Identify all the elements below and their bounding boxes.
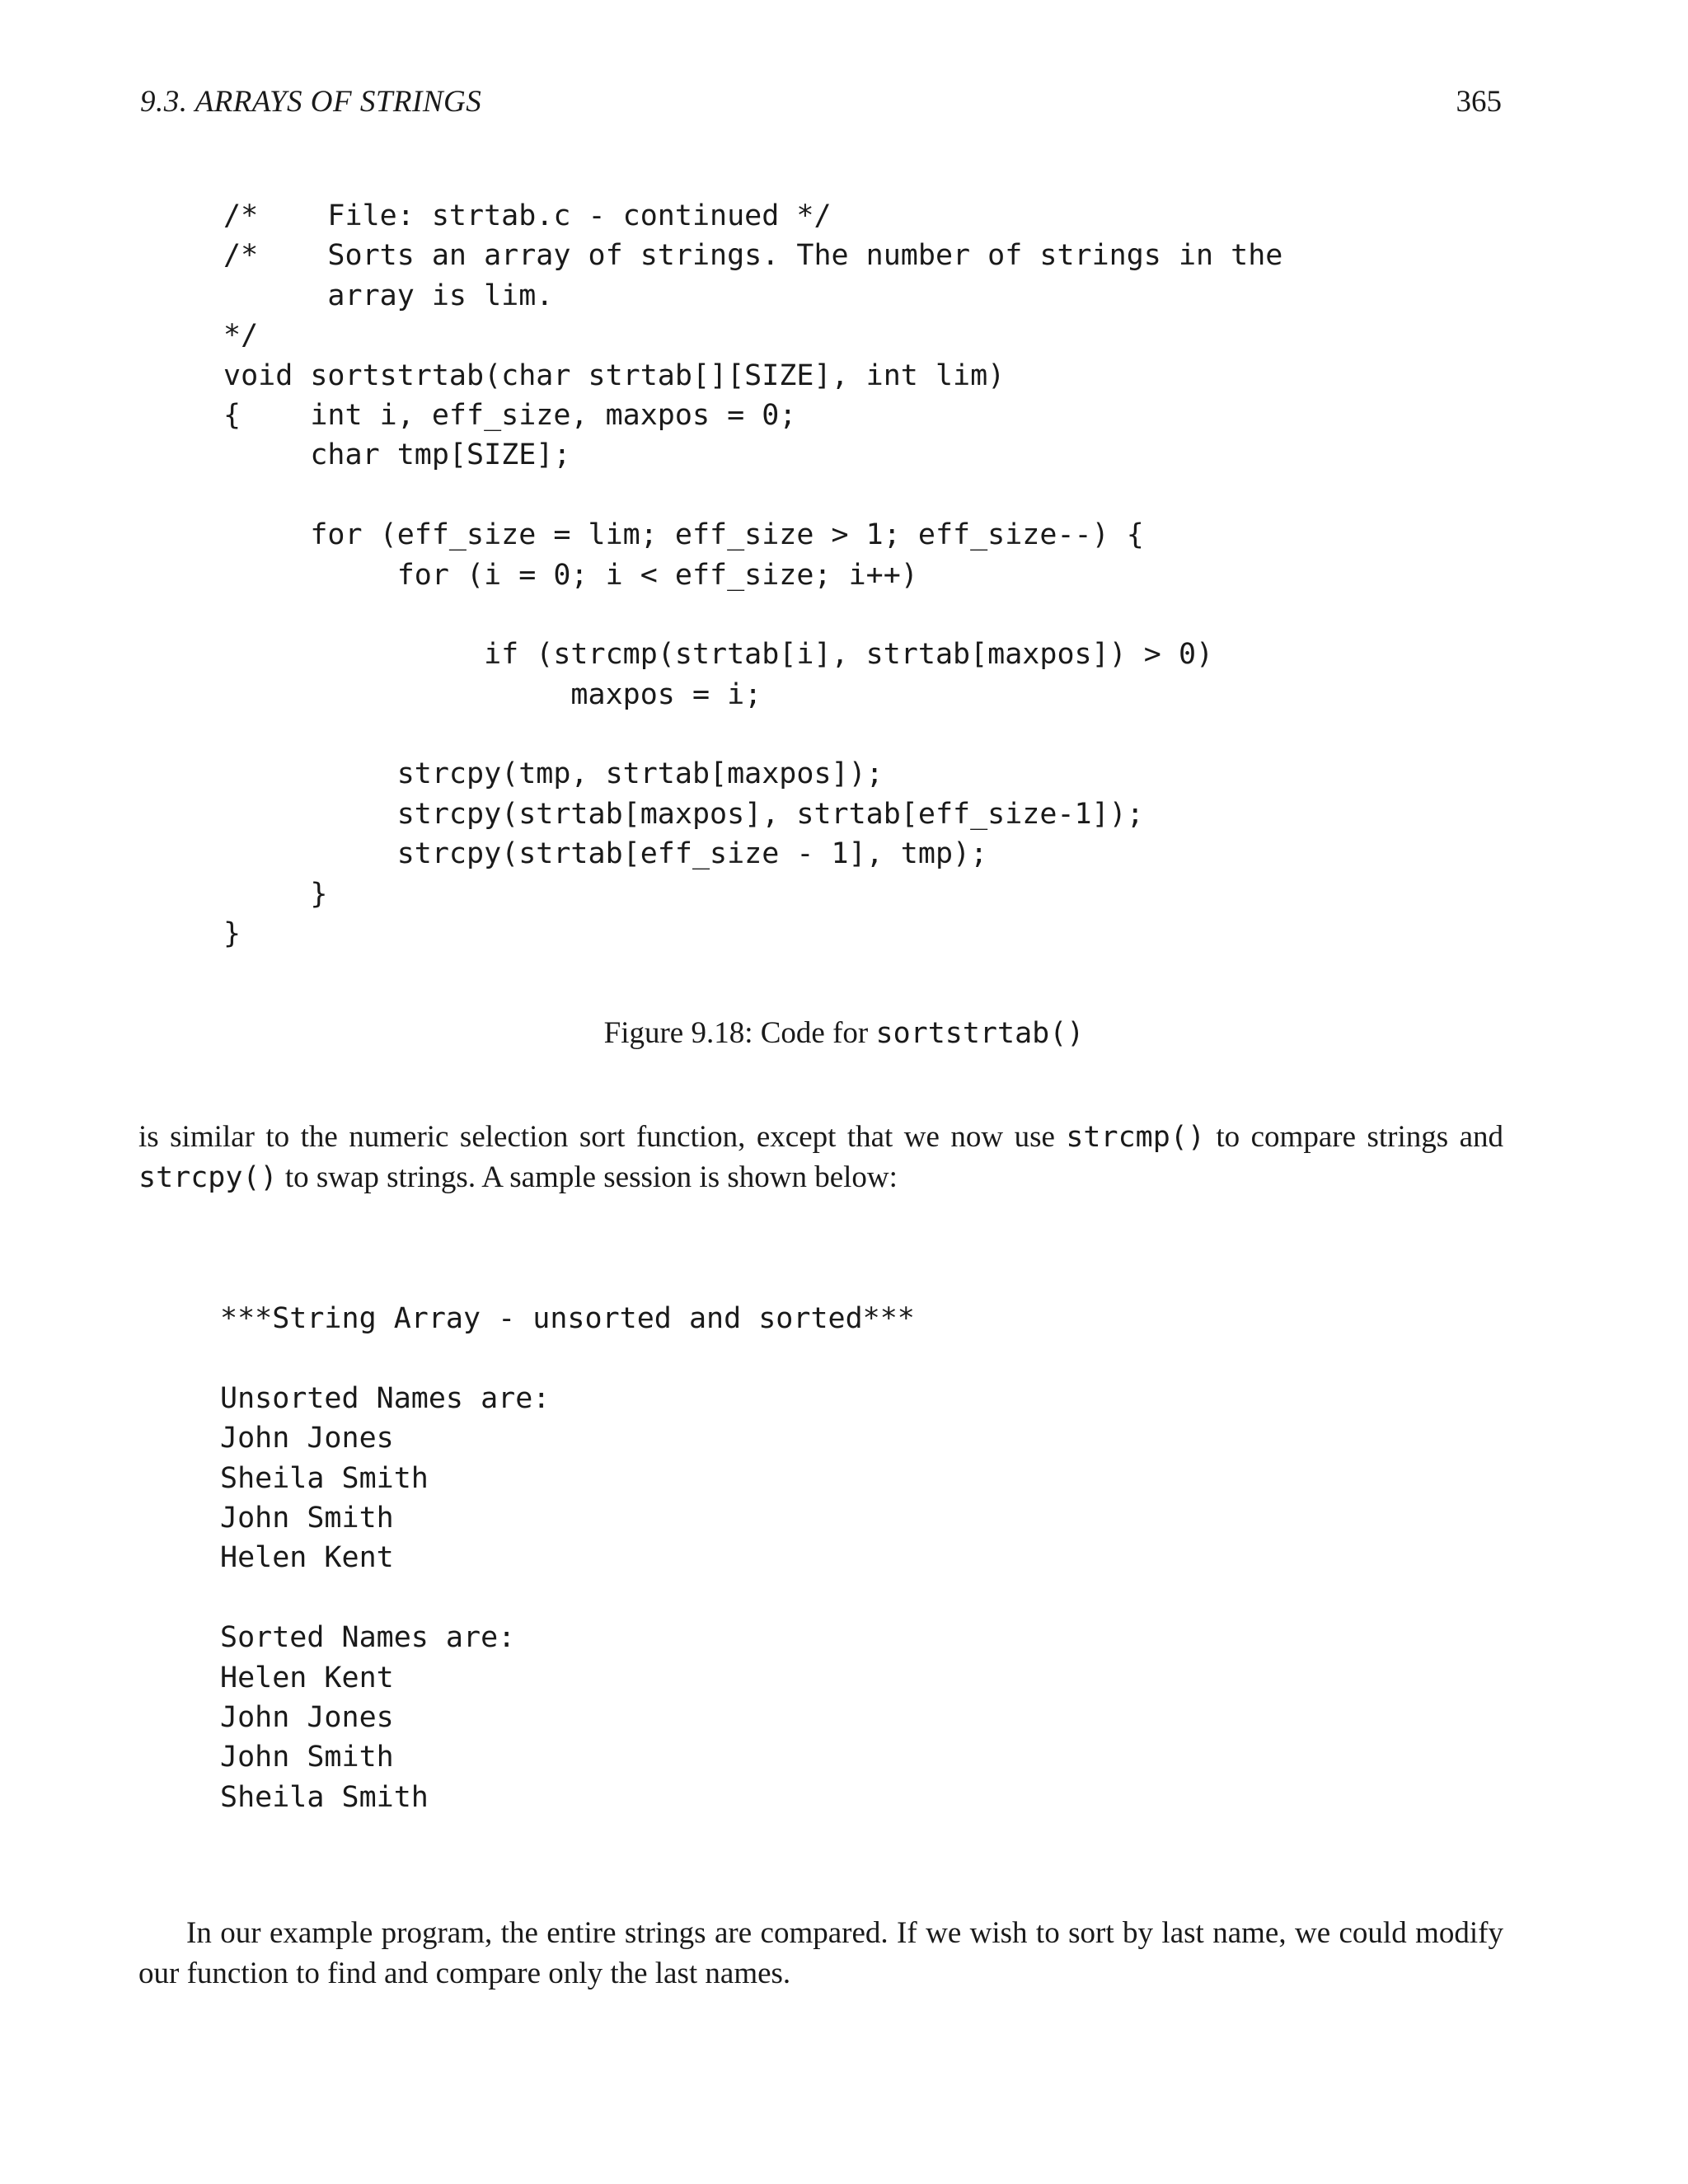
paragraph-text: to compare strings and <box>1204 1120 1504 1154</box>
code-line: */ <box>223 319 259 353</box>
code-line: for (i = 0; i < eff_size; i++) <box>223 558 918 592</box>
inline-code-strcpy: strcpy() <box>138 1160 278 1194</box>
code-line: } <box>223 917 241 951</box>
paragraph-text: to swap strings. A sample session is shown below: <box>277 1160 898 1194</box>
code-line: strcpy(strtab[maxpos], strtab[eff_size-1]); <box>223 797 1144 831</box>
output-line: John Jones <box>220 1422 394 1455</box>
output-line: John Jones <box>220 1700 394 1734</box>
paragraph-text: is similar to the numeric selection sort function, except that we now use <box>138 1120 1067 1154</box>
output-line: Sorted Names are: <box>220 1621 516 1655</box>
code-line: array is lim. <box>223 279 554 312</box>
output-line: Sheila Smith <box>220 1780 429 1814</box>
inline-code-strcmp: strcmp() <box>1066 1121 1205 1154</box>
code-line: for (eff_size = lim; eff_size > 1; eff_size--) { <box>223 518 1144 552</box>
code-line <box>223 715 1282 754</box>
output-line: Helen Kent <box>220 1661 394 1694</box>
code-line: maxpos = i; <box>223 677 762 711</box>
page-number: 365 <box>1456 85 1502 119</box>
output-line: Sheila Smith <box>220 1461 429 1495</box>
figure-caption <box>0 1012 1688 1055</box>
code-line: { int i, eff_size, maxpos = 0; <box>223 398 797 432</box>
code-line: char tmp[SIZE]; <box>223 438 571 472</box>
output-line: Helen Kent <box>220 1541 394 1575</box>
section-title: 9.3. ARRAYS OF STRINGS <box>140 85 482 119</box>
output-line <box>220 1578 915 1618</box>
code-line: strcpy(strtab[eff_size - 1], tmp); <box>223 837 988 871</box>
caption-text: Figure 9.18: Code for <box>603 1016 876 1050</box>
code-line: strcpy(tmp, strtab[maxpos]); <box>223 757 884 791</box>
code-line: /* Sorts an array of strings. The number of strings in the <box>223 239 1283 273</box>
output-line: John Smith <box>220 1741 394 1774</box>
body-paragraph-2: In our example program, the entire strings are compared. If we wish to sort by last name, we could modify our function to find and compare only the last names. <box>138 1916 1503 1990</box>
code-line: } <box>223 877 328 911</box>
caption-code: sortstrtab() <box>875 1017 1085 1050</box>
code-line: if (strcmp(strtab[i], strtab[maxpos]) > 0) <box>223 638 1214 672</box>
code-line <box>223 595 1282 635</box>
running-header <box>140 81 1502 124</box>
sample-session-output <box>220 1299 915 1817</box>
output-line: ***String Array - unsorted and sorted*** <box>220 1302 915 1335</box>
code-line <box>223 476 1282 515</box>
body-paragraph-1 <box>138 1118 1503 1197</box>
code-listing <box>223 196 1282 954</box>
output-line: John Smith <box>220 1501 394 1535</box>
code-line: /* File: strtab.c - continued */ <box>223 199 832 232</box>
code-line: void sortstrtab(char strtab[][SIZE], int lim) <box>223 359 1006 392</box>
output-line <box>220 1338 915 1378</box>
output-line: Unsorted Names are: <box>220 1381 551 1415</box>
